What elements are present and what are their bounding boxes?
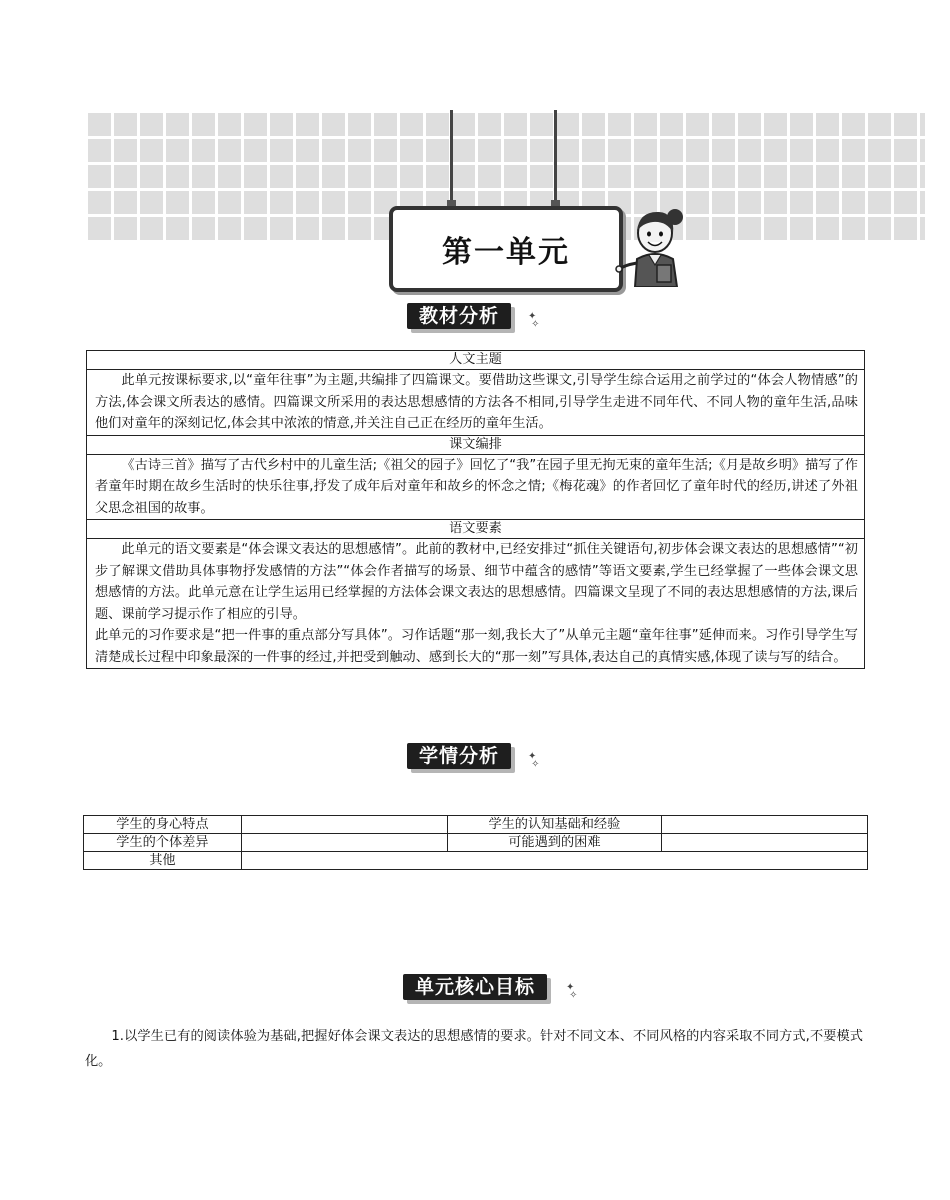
- text-arrangement-text: 《古诗三首》描写了古代乡村中的儿童生活;《祖父的园子》回忆了“我”在园子里无拘无束的童年生活;《月是故乡明》描写了作者童年时期在故乡生活时的快乐往事,抒发了成年后对童年和故乡的怀念之情;《梅花魂》的作者回忆了童年时代的经历,讲述了外祖父思念祖国的故事。: [95, 457, 858, 516]
- sparkle-icon: ✦ ✧: [566, 982, 578, 1001]
- hanging-rope-right: [554, 110, 557, 202]
- analysis-table: [86, 350, 865, 669]
- teacher-illustration-icon: [615, 203, 687, 287]
- section-tag-core-goals: 单元核心目标: [403, 974, 547, 1000]
- cognitive-base-value[interactable]: [662, 816, 868, 834]
- section-tag-learner-analysis: 学情分析: [407, 743, 511, 769]
- core-goal-item: 1.以学生已有的阅读体验为基础,把握好体会课文表达的思想感情的要求。针对不同文本、不同风格的内容采取不同方式,不要模式化。: [85, 1029, 863, 1069]
- cognitive-base-label: 学生的认知基础和经验: [447, 816, 662, 834]
- physical-mental-label: 学生的身心特点: [84, 816, 242, 834]
- individual-diff-label: 学生的个体差异: [84, 834, 242, 852]
- other-value[interactable]: [241, 852, 867, 870]
- unit-title: 第一单元: [389, 206, 623, 292]
- physical-mental-value[interactable]: [241, 816, 447, 834]
- section-tag-textbook-analysis: 教材分析: [407, 303, 511, 329]
- individual-diff-value[interactable]: [241, 834, 447, 852]
- humanities-theme-text: 此单元按课标要求,以“童年往事”为主题,共编排了四篇课文。要借助这些课文,引导学生综合运用之前学过的“体会人物情感”的方法,体会课文所表达的感情。四篇课文所采用的表达思想感情的方法各不相同,引导学生走进不同年代、不同人物的童年生活,品味他们对童年的深刻记忆,体会其中浓浓的情意,并关注自己正在经历的童年生活。: [95, 373, 858, 431]
- language-elements-para1: 此单元的语文要素是“体会课文表达的思想感情”。此前的教材中,已经安排过“抓住关键语句,初步体会课文表达的思想感情”“初步了解课文借助具体事物抒发感情的方法”“体会作者描写的场景、细节中蕴含的感情”等语文要素,学生已经掌握了一些体会课文思想感情的方法。此单元意在让学生运用已经掌握的方法体会课文表达的思想感情。四篇课文呈现了不同的表达思想感情的方法,课后题、课前学习提示作了相应的引导。: [95, 542, 858, 622]
- language-elements-para2: 此单元的习作要求是“把一件事的重点部分写具体”。习作话题“那一刻,我长大了”从单元主题“童年往事”延伸而来。习作引导学生写清楚成长过程中印象最深的一件事的经过,并把受到触动、感到长大的“那一刻”写具体,表达自己的真情实感,体现了读与写的结合。: [95, 628, 858, 665]
- table-row: [84, 852, 868, 870]
- sparkle-icon: ✦ ✧: [528, 751, 540, 770]
- text-arrangement-heading: 课文编排: [87, 435, 864, 455]
- other-label: 其他: [84, 852, 242, 870]
- language-elements-cell: [87, 539, 864, 668]
- difficulties-value[interactable]: [662, 834, 868, 852]
- learner-analysis-table: [83, 815, 868, 870]
- difficulties-label: 可能遇到的困难: [447, 834, 662, 852]
- humanities-theme-cell: [87, 370, 864, 435]
- text-arrangement-cell: [87, 455, 864, 520]
- table-row: [84, 816, 868, 834]
- hanging-rope-left: [450, 110, 453, 202]
- humanities-theme-heading: 人文主题: [87, 351, 864, 370]
- table-row: [84, 834, 868, 852]
- sparkle-icon: ✦ ✧: [528, 311, 540, 330]
- language-elements-heading: 语文要素: [87, 519, 864, 539]
